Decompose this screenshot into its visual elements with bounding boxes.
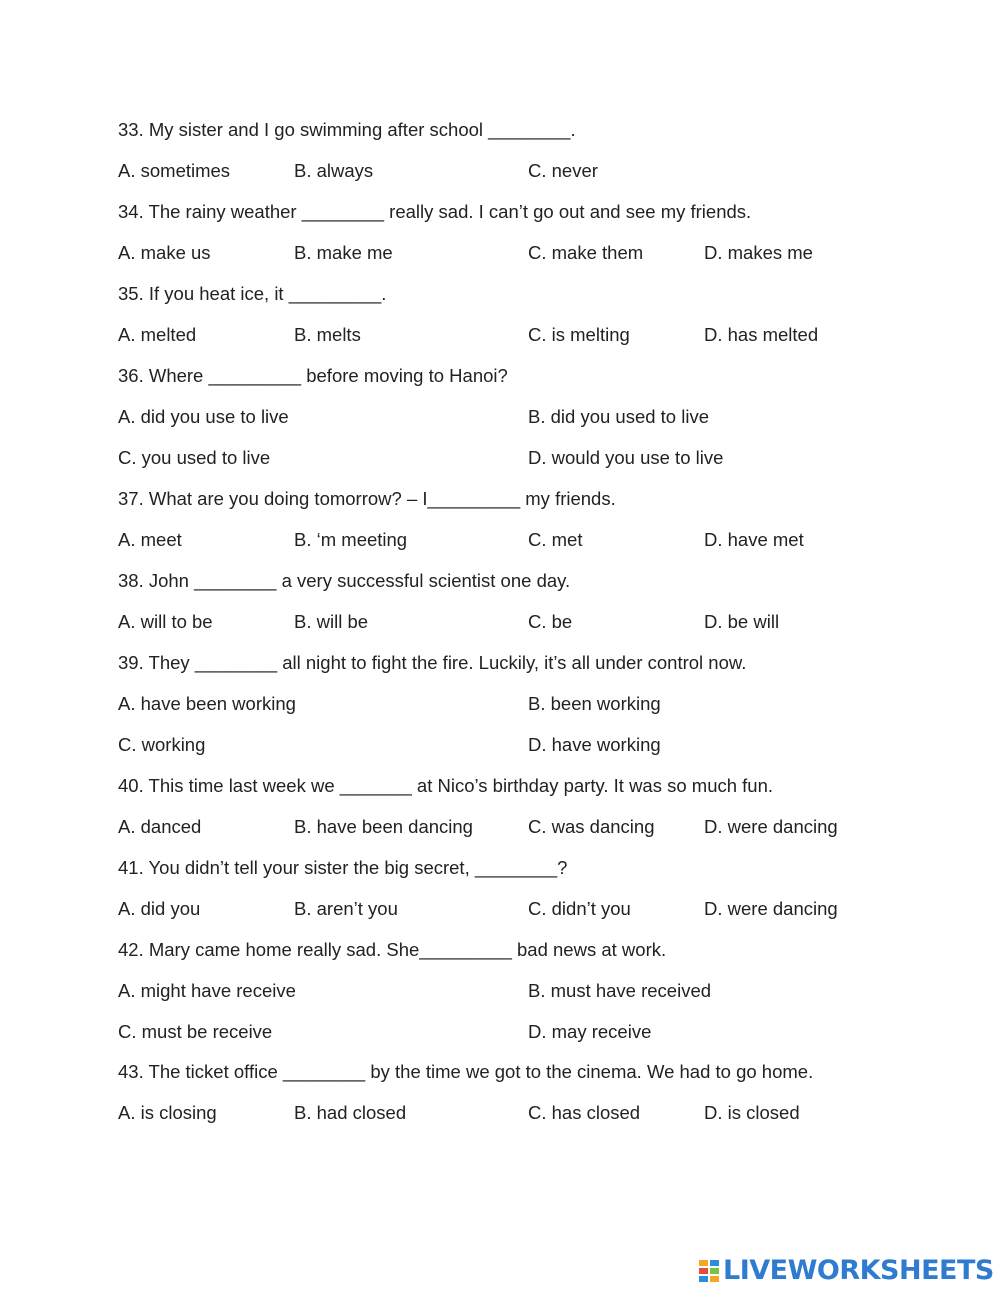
option-38-a: A. will to be: [118, 611, 213, 632]
option-42-a: A. might have receive: [118, 980, 296, 1001]
option-40-a: A. danced: [118, 816, 202, 837]
option-41-a: A. did you: [118, 898, 201, 919]
liveworksheets-logo-icon: [698, 1259, 720, 1283]
option-36-a: A. did you use to live: [118, 406, 289, 427]
option-35-b: B. melts: [294, 324, 361, 345]
option-40-b: B. have been dancing: [294, 816, 473, 837]
option-38-c: C. be: [528, 611, 573, 632]
option-37-a: A. meet: [118, 529, 182, 550]
option-41-c: C. didn’t you: [528, 898, 631, 919]
option-41-b: B. aren’t you: [294, 898, 398, 919]
question-36: 36. Where _________ before moving to Hanoi?: [118, 365, 508, 386]
option-40-c: C. was dancing: [528, 816, 655, 837]
option-39-d: D. have working: [528, 734, 661, 755]
option-43-c: C. has closed: [528, 1102, 641, 1123]
option-42-d: D. may receive: [528, 1021, 652, 1042]
question-35: 35. If you heat ice, it _________.: [118, 283, 387, 304]
question-34: 34. The rainy weather ________ really sad. I can’t go out and see my friends.: [118, 201, 752, 222]
option-36-b: B. did you used to live: [528, 406, 709, 427]
question-40: 40. This time last week we _______ at Nico’s birthday party. It was so much fun.: [118, 775, 774, 796]
option-35-a: A. melted: [118, 324, 197, 345]
option-33-b: B. always: [294, 160, 374, 181]
question-33: 33. My sister and I go swimming after school ________.: [118, 119, 576, 140]
option-38-d: D. be will: [704, 611, 780, 632]
option-34-d: D. makes me: [704, 242, 813, 263]
logo-text: LIVEWORKSHEETS: [723, 1255, 994, 1286]
option-40-d: D. were dancing: [704, 816, 838, 837]
question-37: 37. What are you doing tomorrow? – I_________ my friends.: [118, 488, 616, 509]
question-38: 38. John ________ a very successful scientist one day.: [118, 570, 571, 591]
option-39-b: B. been working: [528, 693, 661, 714]
option-34-c: C. make them: [528, 242, 644, 263]
option-37-b: B. ‘m meeting: [294, 529, 408, 550]
question-41: 41. You didn’t tell your sister the big secret, ________?: [118, 857, 568, 878]
option-43-b: B. had closed: [294, 1102, 407, 1123]
liveworksheets-logo: [698, 1256, 994, 1286]
question-39: 39. They ________ all night to fight the fire. Luckily, it’s all under control now.: [118, 652, 747, 673]
option-37-d: D. have met: [704, 529, 804, 550]
option-35-c: C. is melting: [528, 324, 630, 345]
option-42-b: B. must have received: [528, 980, 712, 1001]
option-39-c: C. working: [118, 734, 206, 755]
option-35-d: D. has melted: [704, 324, 819, 345]
option-36-d: D. would you use to live: [528, 447, 724, 468]
option-43-a: A. is closing: [118, 1102, 217, 1123]
option-34-a: A. make us: [118, 242, 211, 263]
option-33-c: C. never: [528, 160, 598, 181]
option-38-b: B. will be: [294, 611, 369, 632]
option-43-d: D. is closed: [704, 1102, 800, 1123]
option-36-c: C. you used to live: [118, 447, 271, 468]
question-42: 42. Mary came home really sad. She_________ bad news at work.: [118, 939, 667, 960]
option-33-a: A. sometimes: [118, 160, 231, 181]
option-39-a: A. have been working: [118, 693, 296, 714]
question-43: 43. The ticket office ________ by the time we got to the cinema. We had to go home.: [118, 1061, 814, 1082]
option-42-c: C. must be receive: [118, 1021, 273, 1042]
option-37-c: C. met: [528, 529, 583, 550]
option-41-d: D. were dancing: [704, 898, 838, 919]
option-34-b: B. make me: [294, 242, 393, 263]
